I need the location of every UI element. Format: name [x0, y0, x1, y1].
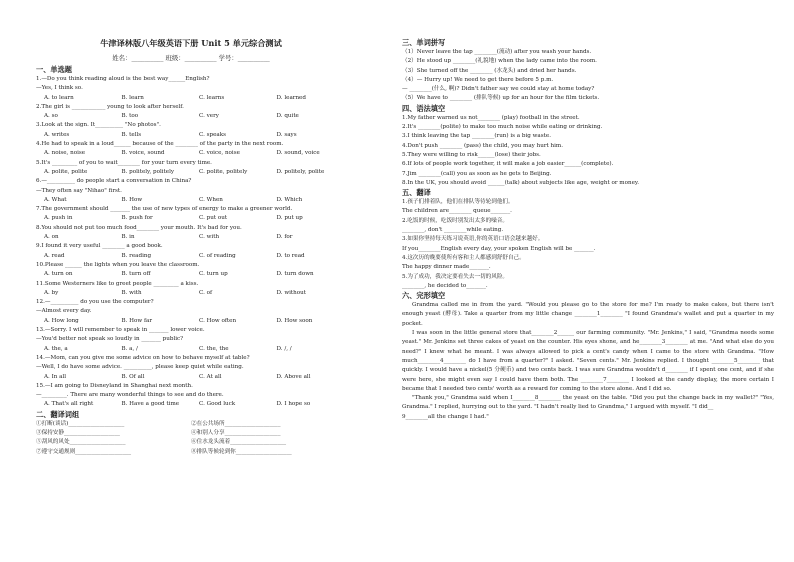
cloze-paragraph: "Thank you," Grandma said when I________8________ the yeast on the table. "Did you put the change back in my wallet?" "Yes, Grandma." I replied, hurrying out to the yard. "I hadn't really lied to Grandma," I argued with myself. "I did__: [402, 395, 774, 411]
question-item: [36, 298, 346, 326]
answer-options: [36, 345, 346, 354]
answer-option: D. to read: [276, 252, 305, 259]
phrase-item: ⑦遵守交通规则____________________: [36, 448, 132, 455]
question-text: —You'd better not speak so loudly in _______ public?: [36, 336, 184, 343]
answer-option: D. without: [276, 289, 306, 296]
translation-item: 2.吃饭的时候，吃饭时别发出太多的噪音。: [402, 217, 509, 224]
answer-option: A. In all: [44, 373, 67, 380]
translation-item: 1.孩子们排着队，他们在排队等待轮到他们。: [402, 199, 514, 206]
answer-options: [36, 196, 346, 205]
answer-option: C. learns: [199, 94, 225, 101]
answer-option: B. a, /: [121, 345, 138, 352]
spelling-item: （5）We have to ________ (排队等候) up for an hour for the film tickets.: [402, 95, 600, 102]
translation-item: ________, he decided to_______.: [402, 282, 488, 289]
answer-options: [36, 94, 346, 103]
question-text: 14.—Mom, can you give me some advice on how to behave myself at table?: [36, 354, 250, 361]
grammar-item: 4.Don't push ________ (pass) the child, you may hurt him.: [402, 142, 563, 149]
cloze-passage: [402, 301, 774, 422]
question-text: 9.I found it very useful ________ a good book.: [36, 243, 163, 250]
spelling-item: （1）Never leave the tap ________(流动) after you wash your hands.: [402, 49, 592, 55]
answer-options: [36, 373, 346, 382]
student-info-line: 姓名：__________ 班级：__________ 学号：__________: [112, 54, 270, 62]
answer-option: B. reading: [121, 252, 152, 259]
question-text: 7.The government should _______ the use of new types of energy to make a greener world.: [36, 206, 293, 213]
question-item: [36, 177, 346, 205]
answer-option: B. Of all: [121, 373, 145, 380]
answer-option: D. Above all: [276, 373, 311, 380]
answer-option: B. push for: [121, 215, 153, 222]
grammar-item: 3.I think leaving the tap ________(run) is a big waste.: [402, 133, 551, 140]
answer-option: B. too: [121, 113, 139, 120]
answer-option: C. turn up: [199, 271, 228, 278]
grammar-item: 2.It's ________(polite) to make too much noise while eating or drinking.: [402, 124, 603, 131]
question-text: 8.You should not put too much food________ your mouth. It's bad for you.: [36, 224, 242, 231]
cloze-paragraph: 9________all the change I had.": [402, 413, 489, 420]
answer-option: D. How soon: [276, 317, 313, 324]
answer-option: A. push in: [44, 215, 73, 222]
answer-option: C. with: [199, 234, 220, 241]
phrase-item: ①打断(谈话)____________________: [36, 420, 125, 427]
answer-option: A. on: [44, 234, 59, 241]
answer-options: [36, 112, 346, 121]
answer-option: D. learned: [276, 94, 306, 101]
grammar-item: 6.If lots of people work together, it will make a job easier______(complete).: [402, 161, 614, 168]
answer-option: C. the, the: [199, 345, 229, 352]
section-heading: 二、翻译词组: [36, 409, 80, 419]
question-item: [36, 242, 346, 261]
translation-item: The children are________ queue_______.: [402, 208, 512, 215]
question-text: —They often say "Nihao" first.: [36, 187, 122, 194]
answer-option: D. I hope so: [276, 401, 311, 408]
answer-option: D. politely, polite: [276, 168, 325, 175]
answer-option: D. says: [276, 131, 297, 138]
translation-item: The happy dinner made_______.: [402, 264, 491, 271]
answer-option: A. by: [44, 289, 59, 296]
question-text: —Well, I do have some advice. __________, please keep quiet while eating.: [36, 364, 244, 371]
question-item: [36, 75, 346, 103]
answer-options: [36, 270, 346, 279]
answer-option: C. of reading: [199, 252, 236, 259]
answer-option: C. voice, noise: [199, 150, 240, 157]
question-text: 5.It's _________ of you to wait________ for your turn every time.: [36, 159, 212, 166]
answer-option: B. How: [121, 196, 143, 203]
question-text: 3.Look at the sign. It__________ "No photos".: [36, 122, 161, 129]
phrase-translation-list: [36, 420, 346, 457]
question-text: 12.—__________ do you use the computer?: [36, 299, 154, 306]
right-column: [402, 38, 774, 422]
question-text: 1.—Do you think reading aloud is the best way______English?: [36, 76, 210, 82]
answer-options: [36, 214, 346, 223]
answer-option: A. polite, polite: [44, 168, 88, 175]
question-item: [36, 121, 346, 140]
answer-option: A. That's all right: [44, 401, 94, 408]
answer-option: D. for: [276, 234, 293, 241]
translation-item: If you________English every day, your spoken English will be _______.: [402, 245, 596, 252]
answer-options: [36, 131, 346, 140]
answer-option: D. put up: [276, 215, 303, 222]
answer-option: B. How far: [121, 317, 153, 324]
answer-option: D. sound, voice: [276, 150, 320, 157]
question-item: [36, 159, 346, 178]
section-heading: 三、单词拼写: [402, 38, 446, 47]
answer-option: C. speaks: [199, 131, 226, 138]
answer-option: C. When: [199, 196, 223, 203]
answer-option: D. Which: [276, 196, 303, 203]
answer-option: C. of: [199, 289, 213, 296]
answer-options: [36, 149, 346, 158]
question-text: —Almost every day.: [36, 308, 92, 315]
translation-item: ________, don't ________while eating.: [402, 227, 504, 234]
answer-options: [36, 289, 346, 298]
answer-option: C. very: [199, 113, 219, 120]
section-heading: 六、完形填空: [402, 291, 446, 301]
grammar-item: 5.They were willing to risk______(lose) their jobs.: [402, 151, 541, 158]
answer-option: B. voice, sound: [121, 150, 165, 157]
answer-option: D. turn down: [276, 271, 314, 278]
question-text: 13.—Sorry. I will remember to speak in _______ lower voice.: [36, 327, 205, 334]
answer-option: B. learn: [121, 94, 144, 101]
spelling-list: [402, 48, 774, 104]
section-heading: 五、翻译: [402, 188, 431, 198]
question-item: [36, 261, 346, 280]
translation-item: 4.这次历的晚要使所有客和主人都感到舒舒自己。: [402, 254, 525, 261]
phrase-item: ②在公共场所____________________: [191, 420, 281, 427]
translation-item: 5.为了成功，我决定要看失去一切的风险。: [402, 273, 509, 280]
section-heading: 四、语法填空: [402, 103, 446, 113]
question-text: 2.The girl is ____________ young to look after herself.: [36, 103, 184, 110]
answer-options: [36, 233, 346, 242]
grammar-item: 8.In the UK, you should avoid ______(talk) about subjects like age, weight or money.: [402, 179, 640, 186]
answer-option: A. read: [44, 252, 65, 259]
answer-option: A. How long: [44, 317, 79, 324]
translation-item: 3.如果你坚持每天练习说英语,你的英语口语会越来越好。: [402, 236, 544, 243]
answer-option: A. the, a: [44, 345, 68, 352]
question-text: 4.He had to speak in a loud______ because of the ________ of the party in the next room.: [36, 141, 284, 148]
answer-options: [36, 400, 346, 409]
answer-option: B. tells: [121, 131, 142, 138]
answer-option: C. put out: [199, 215, 228, 222]
spelling-item: （4）— Hurry up! We need to get there before 5 p.m.: [402, 76, 554, 83]
grammar-item: 1.My father warned us not________ (play) football in the street.: [402, 114, 580, 121]
spelling-item: （2）He stood up ________(礼貌地) when the lady came into the room.: [402, 58, 597, 65]
cloze-paragraph: Grandma called me in from the yard. "Would you please go to the store for me? I'm ready to make cakes, but there isn't enough yeast (酵母). Take a quarter from my little change ________1________ "I found Grandma's wallet and put a quarter in my pocket.: [402, 302, 774, 327]
answer-option: C. At all: [199, 373, 222, 380]
answer-option: D. quite: [276, 113, 299, 120]
answer-option: B. in: [121, 234, 135, 241]
answer-option: A. turn on: [44, 271, 73, 278]
question-item: [36, 103, 346, 122]
answer-option: B. turn off: [121, 271, 151, 278]
answer-option: C. polite, politely: [199, 168, 248, 175]
question-item: [36, 354, 346, 382]
question-text: —Yes, I think so.: [36, 85, 83, 92]
left-column: [36, 38, 346, 457]
grammar-fill-list: [402, 114, 774, 188]
answer-option: A. to learn: [44, 94, 74, 101]
answer-option: D. /, /: [276, 345, 292, 352]
cloze-paragraph: I was soon in the little general store that________2______ our farming community. "Mr. Jenkins," I said, "Grandma needs some yeast." Mr. Jenkins set three cakes of yeast on the counter. His eyes shone, and he________3________ at me. "And what else do you need?" I knew what he meant. I was always allowed to pick a cent's candy when I came to the store with Grandma. "How much________4________ do I have from a quarter?" I asked. "Seven cents." Mr. Jenkins replied. I thought ________5________ that quickly. I would have a nickel(5 分硬币) and two cents back. I was sure Grandma wouldn't d________ if I spent one cent, and if she were here, she might even say I could have them both. The ________7________ I looked at the candy display, the more certain I became that I needed two cents' worth as a reward for coming to the store alone. And I did so.: [402, 330, 774, 392]
question-text: —_________. There are many wonderful things to see and do there.: [36, 392, 224, 399]
answer-option: A. noise, noise: [44, 150, 86, 157]
multiple-choice-list: [36, 75, 346, 410]
answer-options: [36, 317, 346, 326]
answer-option: C. How often: [199, 317, 237, 324]
question-text: 6.—__________ do people start a conversation in China?: [36, 178, 192, 185]
translation-list: [402, 198, 774, 291]
question-item: [36, 140, 346, 159]
question-item: [36, 280, 346, 299]
question-text: 10.Please ______ the lights when you leave the classroom.: [36, 261, 200, 268]
question-item: [36, 224, 346, 243]
spelling-item: — ________(什么, 啊)? Didn't father say we could stay at home today?: [402, 86, 595, 93]
question-item: [36, 326, 346, 354]
question-item: [36, 382, 346, 410]
answer-options: [36, 168, 346, 177]
phrase-item: ③保持安静____________________: [36, 429, 120, 436]
phrase-item: ⑤刮风的风处____________________: [36, 439, 126, 446]
answer-option: C. Good luck: [199, 401, 236, 408]
phrase-item: ④和别人分享____________________: [191, 429, 281, 436]
grammar-item: 7.Jim ________(call) you as soon as he gets to Beijing.: [402, 170, 552, 177]
exam-title: 牛津译林版八年级英语下册 Unit 5 单元综合测试: [100, 38, 282, 48]
answer-option: A. What: [44, 196, 67, 203]
section-heading: 一、单选题: [36, 65, 72, 74]
phrase-item: ⑥住水龙头流着____________________: [191, 439, 287, 446]
question-item: [36, 205, 346, 224]
question-text: 11.Some Westerners like to greet people _________ a kiss.: [36, 280, 199, 287]
answer-option: A. so: [44, 113, 58, 120]
answer-options: [36, 252, 346, 261]
phrase-item: ⑧排队等候轮到你____________________: [191, 448, 292, 455]
spelling-item: （3）She turned off the ________ (水龙头) and dried her hands.: [402, 67, 577, 74]
answer-option: B. Have a good time: [121, 401, 180, 408]
answer-option: B. with: [121, 289, 142, 296]
answer-option: A. writes: [44, 131, 70, 138]
answer-option: B. politely, politely: [121, 168, 175, 175]
question-text: 15.—I am going to Disneyland in Shanghai next month.: [36, 382, 193, 389]
